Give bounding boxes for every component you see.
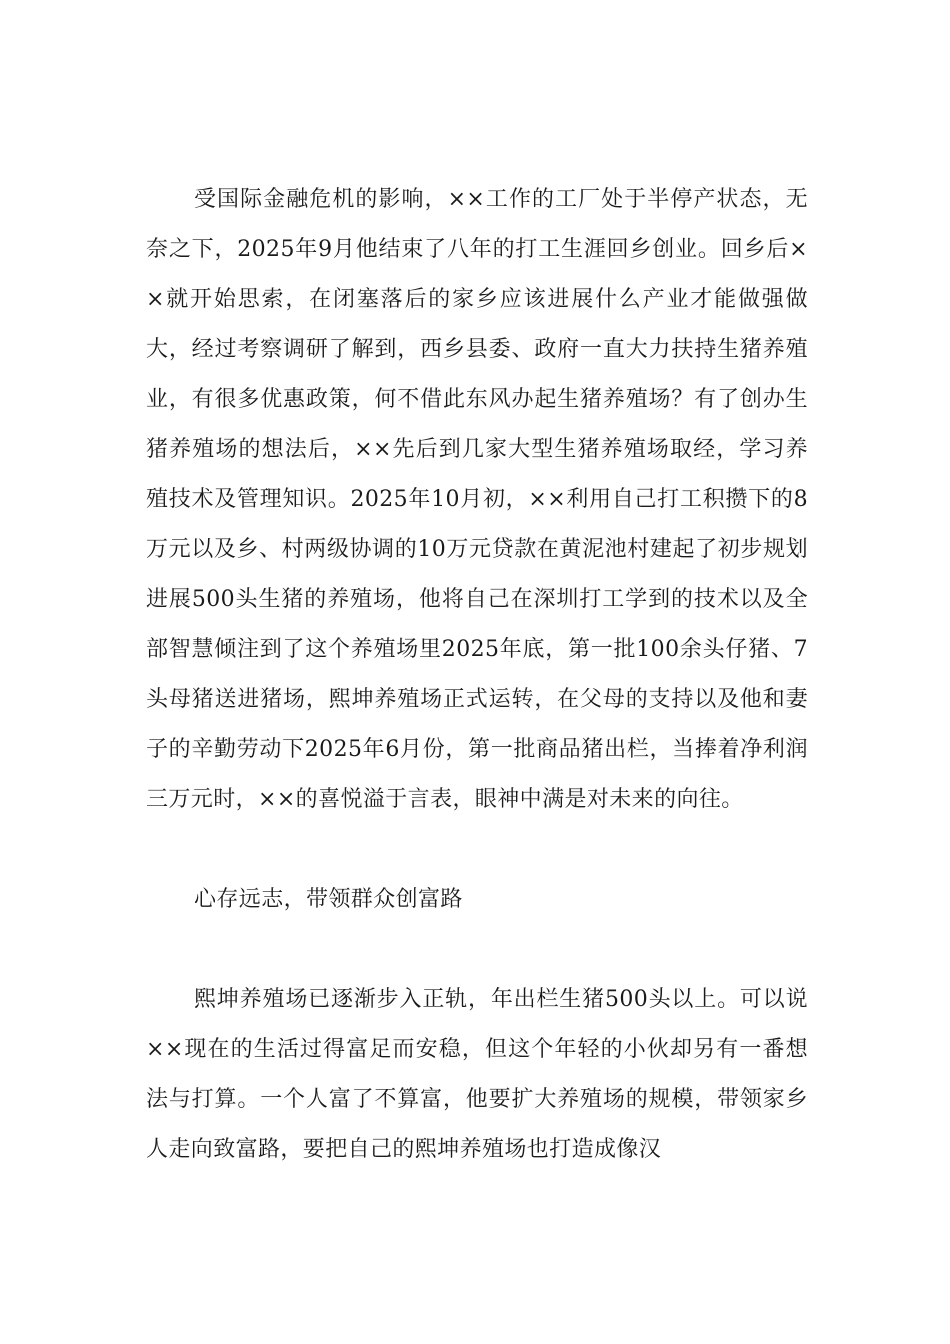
document-body bbox=[146, 175, 808, 1175]
paragraph-spacer bbox=[146, 925, 808, 975]
paragraph-spacer bbox=[146, 825, 808, 875]
section-heading: 心存远志，带领群众创富路 bbox=[194, 887, 463, 912]
paragraph-expansion-plan: 熙坤养殖场已逐渐步入正轨，年出栏生猪500头以上。可以说××现在的生活过得富足而安稳，但这个年轻的小伙却另有一番想法与打算。一个人富了不算富，他要扩大养殖场的规模，带领家乡人走向致富路，要把自己的熙坤养殖场也打造成像汉 bbox=[146, 987, 808, 1162]
paragraph-return-home: 受国际金融危机的影响，××工作的工厂处于半停产状态，无奈之下，2025年9月他结束了八年的打工生涯回乡创业。回乡后××就开始思索，在闭塞落后的家乡应该进展什么产业才能做强做大，经过考察调研了解到，西乡县委、政府一直大力扶持生猪养殖业，有很多优惠政策，何不借此东风办起生猪养殖场？有了创办生猪养殖场的想法后，××先后到几家大型生猪养殖场取经，学习养殖技术及管理知识。2025年10月初，××利用自己打工积攒下的8万元以及乡、村两级协调的10万元贷款在黄泥池村建起了初步规划进展500头生猪的养殖场，他将自己在深圳打工学到的技术以及全部智慧倾注到了这个养殖场里2025年底，第一批100余头仔猪、7头母猪送进猪场，熙坤养殖场正式运转，在父母的支持以及他和妻子的辛勤劳动下2025年6月份，第一批商品猪出栏，当捧着净利润三万元时，××的喜悦溢于言表，眼神中满是对未来的向往。 bbox=[146, 187, 808, 812]
